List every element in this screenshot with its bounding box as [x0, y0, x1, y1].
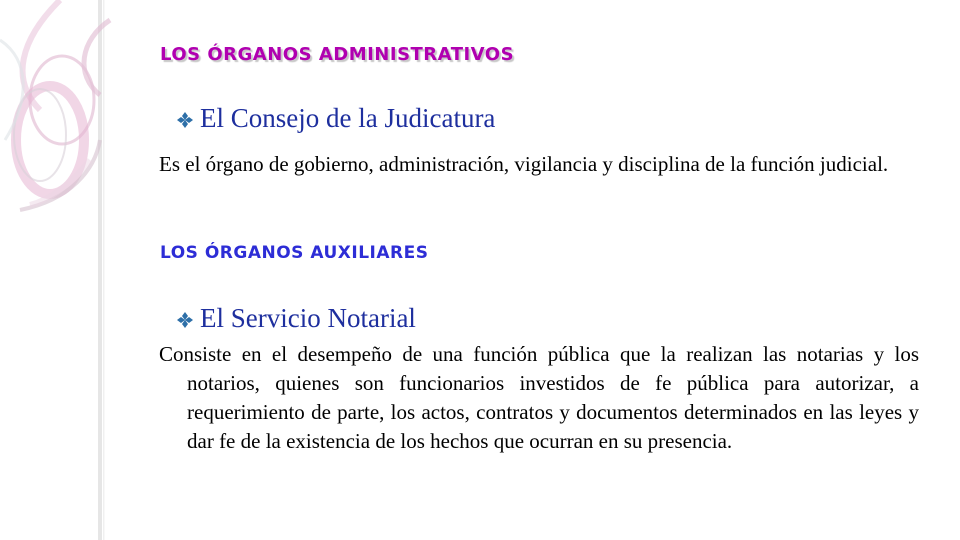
paragraph-consejo: Es el órgano de gobierno, administración, vigilancia y disciplina de la función judicial.: [159, 152, 889, 176]
diamond-bullet-icon: [176, 111, 194, 129]
paragraph-servicio-notarial: Consiste en el desempeño de una función pública que la realizan las notarias y los notarios, quienes son funcionarios investidos de fe pública para autorizar, a requerimiento de parte, los actos, contratos y documentos determinados en las leyes y dar fe de la existencia de los hechos que ocurran en su presencia.: [159, 342, 919, 453]
subtitle-label: El Servicio Notarial: [200, 303, 416, 333]
subtitle-label: El Consejo de la Judicatura: [200, 103, 496, 133]
diamond-bullet-icon: [176, 311, 194, 329]
heading-organos-auxiliares: LOS ÓRGANOS AUXILIARES: [160, 243, 429, 263]
swirl-decoration: [0, 0, 130, 540]
subtitle-consejo: [176, 100, 495, 136]
subtitle-servicio-notarial: [176, 300, 416, 336]
heading-organos-administrativos: LOS ÓRGANOS ADMINISTRATIVOS: [160, 44, 515, 65]
